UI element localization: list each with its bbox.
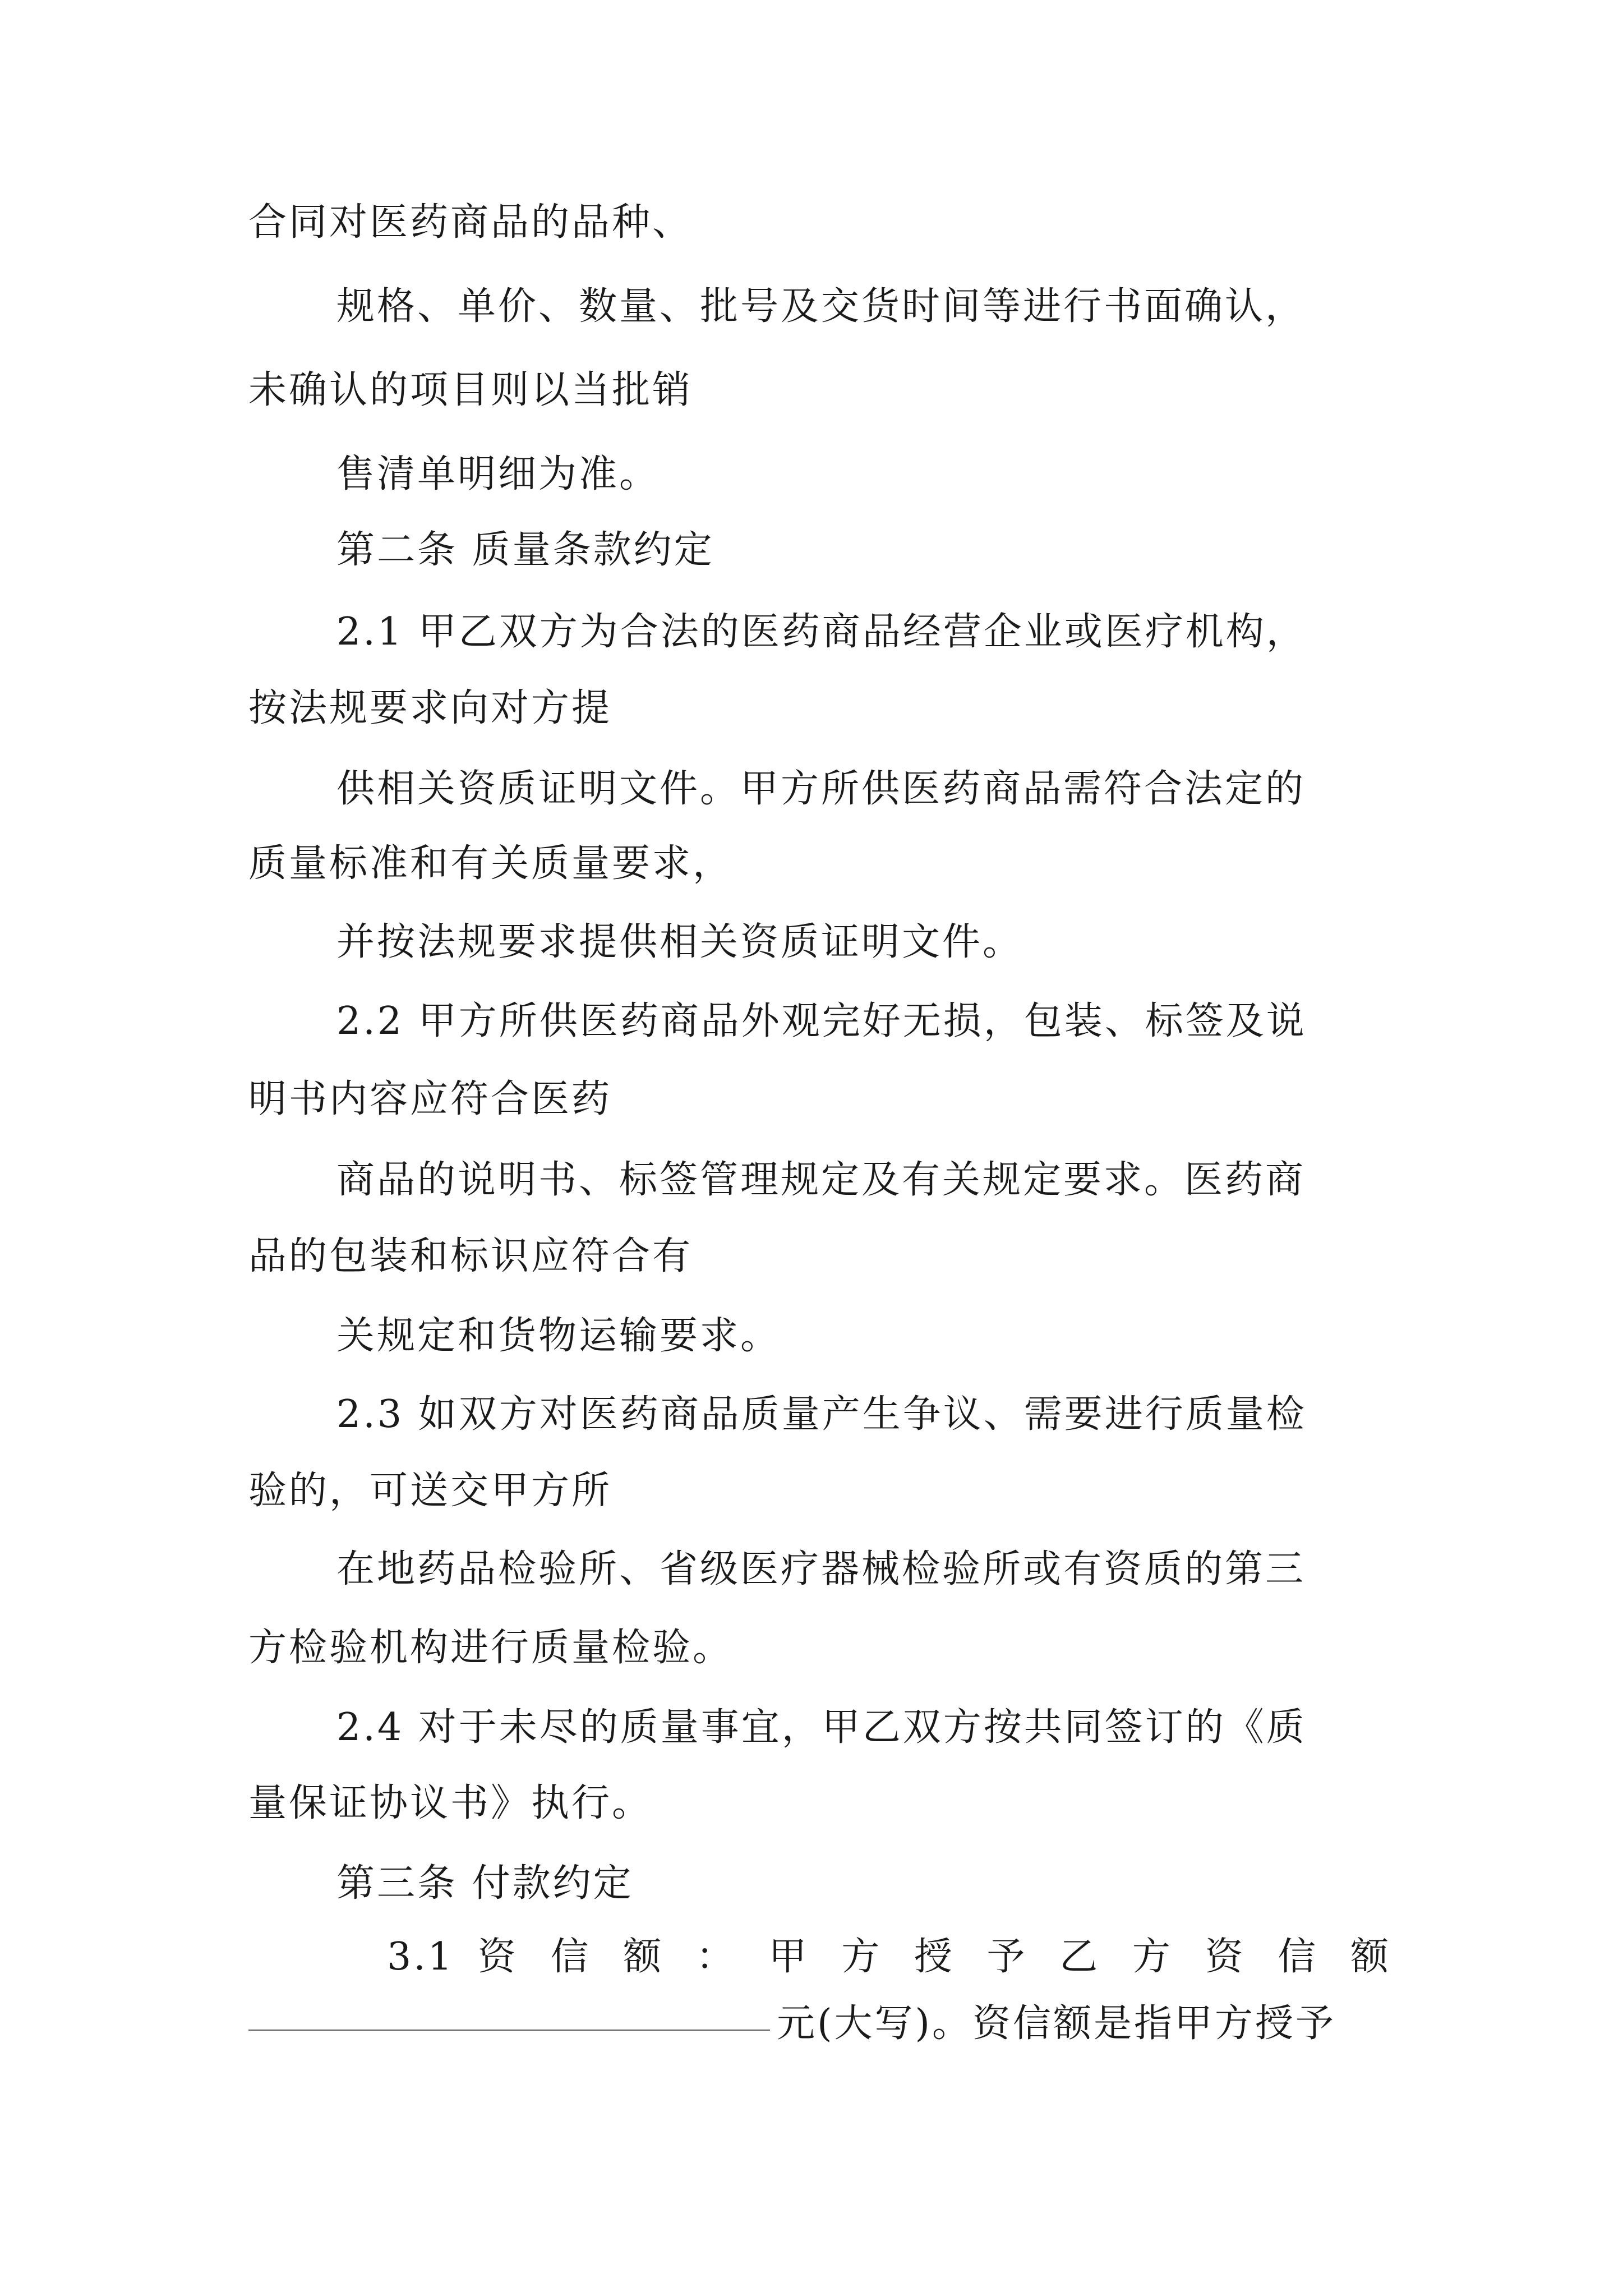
text-line: 方检验机构进行质量检验。 xyxy=(248,1626,734,1670)
text-line: 明书内容应符合医药 xyxy=(248,1077,612,1121)
text-line: 售清单明细为准。 xyxy=(336,452,660,496)
text-line: 按法规要求向对方提 xyxy=(248,686,612,730)
text-line: 元(大写)。资信额是指甲方授予 xyxy=(777,2001,1336,2046)
text-line: 2.2 甲方所供医药商品外观完好无损，包装、标签及说 xyxy=(336,999,1307,1043)
section-heading: 第二条 质量条款约定 xyxy=(336,528,714,572)
text-line: 规格、单价、数量、批号及交货时间等进行书面确认， xyxy=(336,284,1306,329)
text-line: 关规定和货物运输要求。 xyxy=(336,1314,781,1358)
text-line: 合同对医药商品的品种、 xyxy=(248,200,693,245)
text-line: 验的，可送交甲方所 xyxy=(248,1469,612,1513)
text-line: 在地药品检验所、省级医疗器械检验所或有资质的第三 xyxy=(336,1547,1306,1591)
section-heading: 第三条 付款约定 xyxy=(336,1861,634,1906)
text-line: 2.1 甲乙双方为合法的医药商品经营企业或医疗机构， xyxy=(336,610,1307,654)
text-line: 2.4 对于未尽的质量事宜，甲乙双方按共同签订的《质 xyxy=(336,1705,1307,1750)
text-line: 并按法规要求提供相关资质证明文件。 xyxy=(336,920,1023,964)
fill-in-blank-line xyxy=(248,2030,770,2031)
text-line: 商品的说明书、标签管理规定及有关规定要求。医药商 xyxy=(336,1158,1306,1202)
text-line: 品的包装和标识应符合有 xyxy=(248,1234,693,1278)
text-line: 供相关资质证明文件。甲方所供医药商品需符合法定的 xyxy=(336,767,1306,811)
text-line: 3.1 资 信 额 ： 甲 方 授 予 乙 方 资 信 额 xyxy=(387,1935,1391,1979)
text-line: 2.3 如双方对医药商品质量产生争议、需要进行质量检 xyxy=(336,1392,1307,1437)
text-line: 量保证协议书》执行。 xyxy=(248,1781,653,1825)
text-line: 质量标准和有关质量要求， xyxy=(248,841,734,886)
text-line: 未确认的项目则以当批销 xyxy=(248,368,693,412)
